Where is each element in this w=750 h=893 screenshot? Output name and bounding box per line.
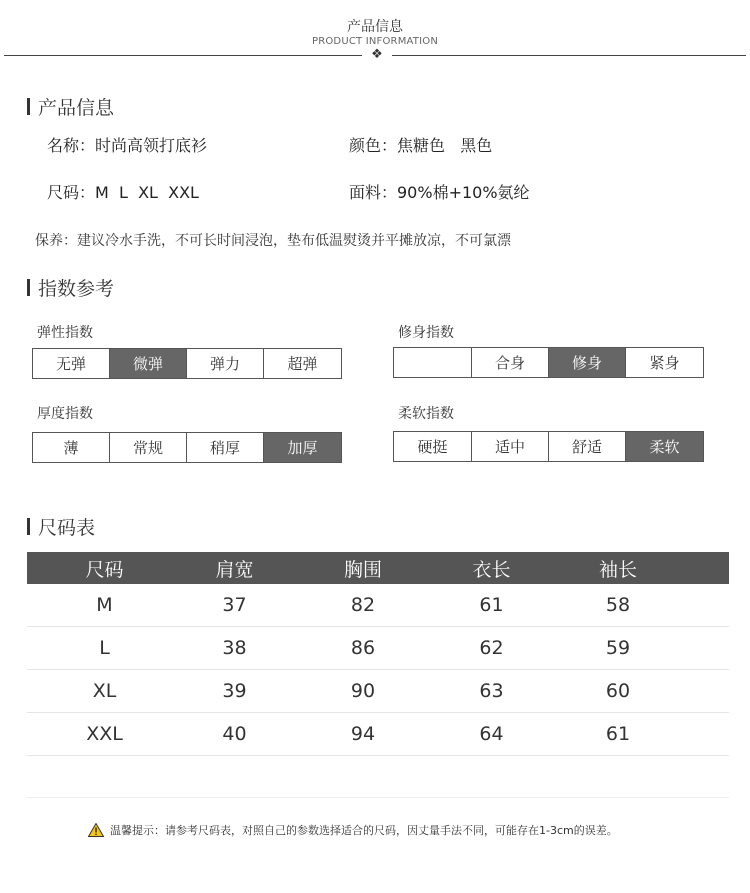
fit-option: 合身 xyxy=(472,348,549,377)
header-cell: 衣长 xyxy=(472,558,511,581)
table-cell: 62 xyxy=(479,637,504,659)
section-product-info-label: 产品信息 xyxy=(38,97,115,119)
elasticity-option: 无弹 xyxy=(33,349,110,378)
table-cell: 39 xyxy=(222,680,247,702)
table-cell: 82 xyxy=(350,594,376,616)
product-care: 保养：建议冷水手洗，不可长时间浸泡，垫布低温熨烫并平摊放凉，不可氯漂 xyxy=(35,233,511,249)
page-header-subtitle: PRODUCT INFORMATION xyxy=(311,36,439,47)
warning-icon xyxy=(88,823,104,837)
table-cell: M xyxy=(96,594,113,616)
table-row xyxy=(27,713,729,756)
product-fabric: 面料：90%棉+10%氨纶 xyxy=(349,183,530,202)
table-cell: 63 xyxy=(479,680,504,702)
section-size-chart-title xyxy=(27,513,95,540)
elasticity-label: 弹性指数 xyxy=(37,325,93,341)
elasticity-option: 弹力 xyxy=(187,349,264,378)
size-table-header xyxy=(27,552,729,584)
elasticity-option: 微弹 xyxy=(110,349,187,378)
table-cell: L xyxy=(99,637,110,659)
table-cell: 94 xyxy=(350,723,376,745)
diamond-ornament-icon: ❖ xyxy=(371,47,383,62)
table-cell: 90 xyxy=(350,680,376,702)
softness-option: 硬挺 xyxy=(394,432,472,461)
table-cell: 38 xyxy=(222,637,247,659)
size-tip xyxy=(88,822,618,838)
product-name: 名称：时尚高领打底衫 xyxy=(47,136,208,155)
softness-label: 柔软指数 xyxy=(398,406,454,422)
fit-option xyxy=(394,348,472,377)
thickness-option: 加厚 xyxy=(264,433,341,462)
thickness-option: 常规 xyxy=(110,433,187,462)
section-index-title xyxy=(27,274,114,301)
table-cell: 61 xyxy=(479,594,504,616)
thickness-scale xyxy=(32,432,342,463)
section-size-chart-label: 尺码表 xyxy=(38,517,96,539)
table-row xyxy=(27,670,729,713)
table-cell: 64 xyxy=(479,723,504,745)
fit-label: 修身指数 xyxy=(398,325,454,341)
table-row xyxy=(27,584,729,627)
page-header-title: 产品信息 xyxy=(347,19,403,35)
table-cell: 40 xyxy=(222,723,247,745)
softness-option: 适中 xyxy=(472,432,549,461)
thickness-label: 厚度指数 xyxy=(37,406,93,422)
section-marker xyxy=(27,279,30,296)
product-color: 颜色：焦糖色 黑色 xyxy=(349,136,493,155)
header-cell: 袖长 xyxy=(598,558,637,581)
section-marker xyxy=(27,518,30,535)
thickness-option: 稍厚 xyxy=(187,433,264,462)
table-cell: 86 xyxy=(350,637,376,659)
product-size: 尺码：M L XL XXL xyxy=(47,183,199,202)
table-cell: XL xyxy=(92,680,117,702)
table-row xyxy=(27,627,729,670)
header-divider-left xyxy=(4,55,362,56)
table-cell: 37 xyxy=(222,594,247,616)
table-cell: XXL xyxy=(86,723,123,745)
elasticity-scale xyxy=(32,348,342,379)
table-cell: 58 xyxy=(605,594,631,616)
section-marker xyxy=(27,98,30,115)
table-cell: 61 xyxy=(605,723,631,745)
header-cell: 胸围 xyxy=(343,558,382,581)
softness-option: 柔软 xyxy=(626,432,703,461)
table-cell: 59 xyxy=(605,637,631,659)
section-index-label: 指数参考 xyxy=(38,278,115,300)
softness-option: 舒适 xyxy=(549,432,626,461)
size-tip-text: 温馨提示：请参考尺码表，对照自己的参数选择适合的尺码，因丈量手法不同，可能存在1-3cm的误差。 xyxy=(110,824,618,837)
size-table xyxy=(27,552,729,798)
fit-option: 修身 xyxy=(549,348,626,377)
table-empty-row xyxy=(27,756,729,798)
softness-scale xyxy=(393,431,704,462)
table-cell: 60 xyxy=(605,680,631,702)
elasticity-option: 超弹 xyxy=(264,349,341,378)
header-cell: 尺码 xyxy=(85,558,124,581)
fit-scale xyxy=(393,347,704,378)
header-cell: 肩宽 xyxy=(215,558,254,581)
header-divider-right xyxy=(392,55,746,56)
thickness-option: 薄 xyxy=(33,433,110,462)
section-product-info-title xyxy=(27,93,114,120)
fit-option: 紧身 xyxy=(626,348,703,377)
